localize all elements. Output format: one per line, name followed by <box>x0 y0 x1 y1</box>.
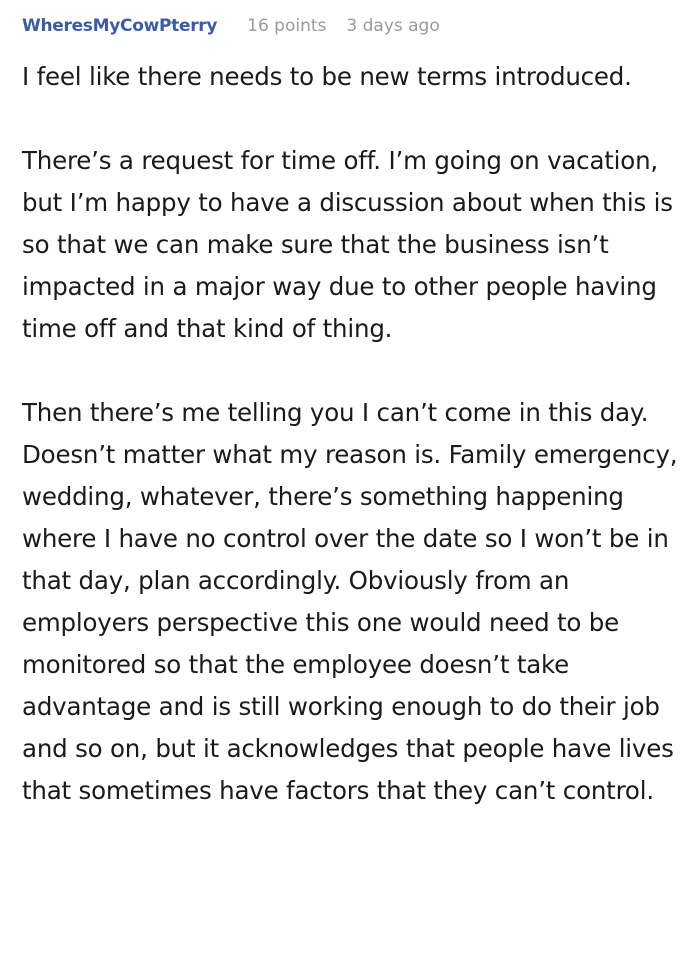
comment-timestamp: 3 days ago <box>346 16 440 36</box>
comment-paragraph: I feel like there needs to be new terms introduced. <box>22 62 632 91</box>
comment-author-link[interactable]: WheresMyCowPterry <box>22 16 218 36</box>
comment <box>22 16 678 812</box>
comment-points: 16 points <box>247 16 327 36</box>
comment-meta <box>22 16 678 44</box>
comment-body <box>22 56 678 812</box>
comment-paragraph: There’s a request for time off. I’m going on vacation, but I’m happy to have a discussion about when this is so that we can make sure that the business isn’t impacted in a major way due to other people having time off and that kind of thing. <box>22 146 673 343</box>
comment-paragraph: Then there’s me telling you I can’t come in this day. Doesn’t matter what my reason is. Family emergency, wedding, whatever, there’s something happening where I have no control over the date so I won’t be in that day, plan accordingly. Obviously from an employers perspective this one would need to be monitored so that the employee doesn’t take advantage and is still working enough to do their job and so on, but it acknowledges that people have lives that sometimes have factors that they can’t control. <box>22 398 678 805</box>
